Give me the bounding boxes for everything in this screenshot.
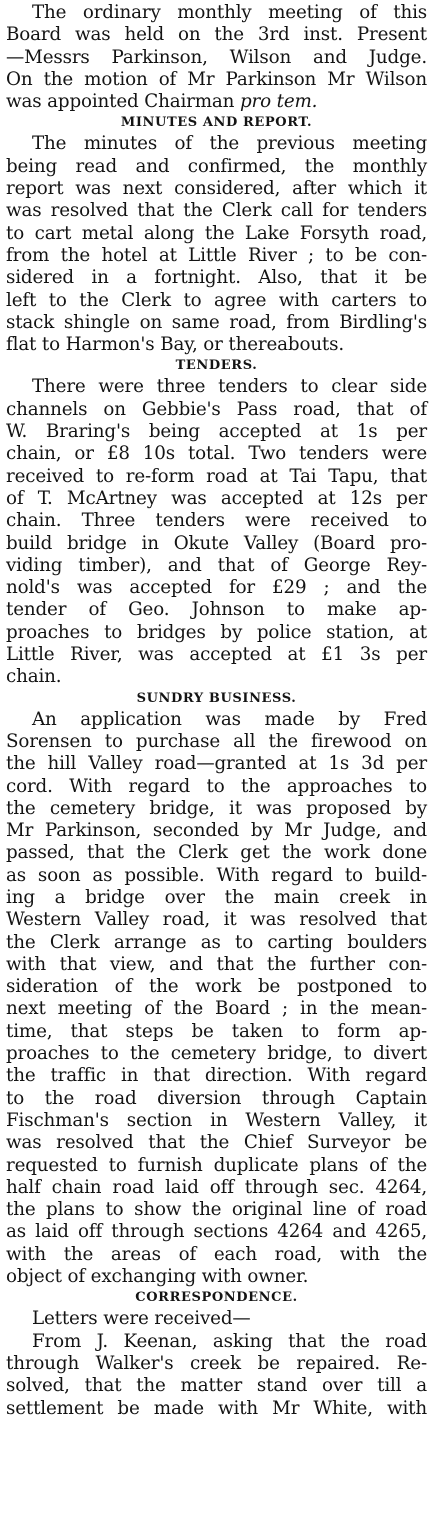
text-line: tender of Geo. Johnson to make ap- xyxy=(6,599,427,621)
text-line: There were three tenders to clear side xyxy=(32,376,427,398)
text-line: Mr Parkinson, seconded by Mr Judge, and xyxy=(6,820,427,842)
text-line: build bridge in Okute Valley (Board pro- xyxy=(6,532,427,554)
text-line: was resolved that the Clerk call for tenders xyxy=(6,200,427,222)
text-line: sidered in a fortnight. Also, that it be xyxy=(6,267,427,289)
text-line: nold's was accepted for £29 ; and the xyxy=(6,577,427,599)
text-line: time, that steps be taken to form ap- xyxy=(6,1020,427,1042)
text-line: From J. Keenan, asking that the road xyxy=(32,1330,427,1352)
text-line: object of exchanging with owner. xyxy=(6,1266,309,1288)
section-heading: MINUTES AND REPORT. xyxy=(120,115,313,131)
text-line: of T. McArtney was accepted at 12s per xyxy=(6,487,427,509)
text-line: chain. xyxy=(6,666,62,688)
text-line: chain. Three tenders were received to xyxy=(6,510,427,532)
text-line: On the motion of Mr Parkinson Mr Wilson xyxy=(6,68,427,90)
section-heading: TENDERS. xyxy=(175,358,258,374)
text-line: requested to furnish duplicate plans of the xyxy=(6,1154,427,1176)
text-line: Board was held on the 3rd inst. Present xyxy=(6,24,427,46)
text-line: Western Valley road, it was resolved that xyxy=(6,909,427,931)
text-line: Little River, was accepted at £1 3s per xyxy=(6,644,427,666)
text-line: report was next considered, after which it xyxy=(6,178,427,200)
text-line: through Walker's creek be repaired. Re- xyxy=(6,1352,427,1374)
intro-paragraph xyxy=(6,2,427,113)
text-line: from the hotel at Little River ; to be con- xyxy=(6,244,427,266)
text-line: to cart metal along the Lake Forsyth road, xyxy=(6,222,427,244)
text-line: to the road diversion through Captain xyxy=(6,1087,427,1109)
text-line: sideration of the work be postponed to xyxy=(6,976,427,998)
text-line: as laid off through sections 4264 and 4265, xyxy=(6,1221,427,1243)
text-line: the traffic in that direction. With regard xyxy=(6,1065,427,1087)
text-line: the hill Valley road—granted at 1s 3d per xyxy=(6,753,427,775)
section-paragraph xyxy=(6,709,427,1289)
section-paragraph xyxy=(6,1308,427,1419)
text-line: W. Braring's being accepted at 1s per xyxy=(6,421,427,443)
section-paragraph xyxy=(6,376,427,688)
text-line: An application was made by Fred xyxy=(32,708,427,730)
text-line: viding timber), and that of George Rey- xyxy=(6,554,427,576)
text-line: Letters were received— xyxy=(32,1308,251,1330)
text-line: ing a bridge over the main creek in xyxy=(6,886,427,908)
text-line: was resolved that the Chief Surveyor be xyxy=(6,1132,427,1154)
text-line: the plans to show the original line of road xyxy=(6,1199,427,1221)
text-line: cord. With regard to the approaches to xyxy=(6,775,427,797)
text-line: next meeting of the Board ; in the mean- xyxy=(6,998,427,1020)
text-line: The minutes of the previous meeting xyxy=(32,133,427,155)
text-line: passed, that the Clerk get the work done xyxy=(6,842,427,864)
text-line: with that view, and that the further con- xyxy=(6,953,427,975)
text-line: —Messrs Parkinson, Wilson and Judge. xyxy=(6,46,427,68)
text-line: left to the Clerk to agree with carters to xyxy=(6,289,427,311)
text-line: was appointed Chairman pro tem. xyxy=(6,91,318,113)
text-line: Fischman's section in Western Valley, it xyxy=(6,1109,427,1131)
text-line: the Clerk arrange as to carting boulders xyxy=(6,931,427,953)
text-line: The ordinary monthly meeting of this xyxy=(32,2,427,23)
text-line: proaches to bridges by police station, at xyxy=(6,621,427,643)
section-paragraph xyxy=(6,133,427,356)
text-line: being read and confirmed, the monthly xyxy=(6,155,427,177)
text-line: flat to Harmon's Bay, or thereabouts. xyxy=(6,334,345,356)
italic-phrase: pro tem. xyxy=(239,91,318,113)
text-line: with the areas of each road, with the xyxy=(6,1243,427,1265)
text-line: stack shingle on same road, from Birdling's xyxy=(6,311,427,333)
text-line: Sorensen to purchase all the firewood on xyxy=(6,730,427,752)
text-line: solved, that the matter stand over till a xyxy=(6,1375,427,1397)
text-line: channels on Gebbie's Pass road, that of xyxy=(6,398,427,420)
text-line: half chain road laid off through sec. 4264, xyxy=(6,1176,427,1198)
text-line: proaches to the cemetery bridge, to divert xyxy=(6,1043,427,1065)
section-heading: CORRESPONDENCE. xyxy=(135,1290,298,1306)
text-line: chain, or £8 10s total. Two tenders were xyxy=(6,443,427,465)
text-line: received to re-form road at Tai Tapu, that xyxy=(6,465,427,487)
text-line: as soon as possible. With regard to build- xyxy=(6,864,427,886)
section-heading: SUNDRY BUSINESS. xyxy=(136,690,297,706)
text-line: the cemetery bridge, it was proposed by xyxy=(6,797,427,819)
text-line: settlement be made with Mr White, with xyxy=(6,1397,427,1419)
